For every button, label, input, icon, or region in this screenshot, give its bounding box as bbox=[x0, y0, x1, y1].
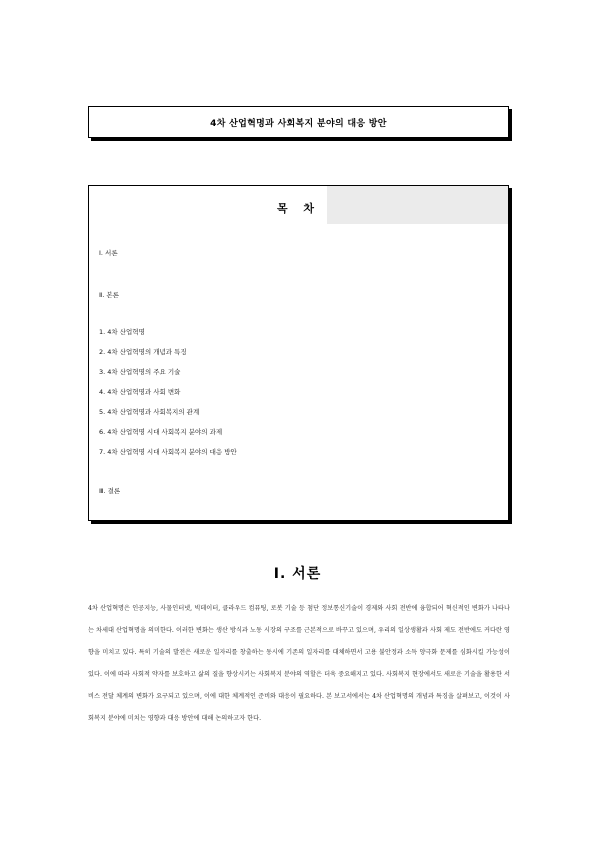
toc-item: 6. 4차 산업혁명 시대 사회복지 분야의 과제 bbox=[99, 428, 223, 436]
toc-item: Ⅲ. 결론 bbox=[99, 487, 121, 495]
toc-item: 7. 4차 산업혁명 시대 사회복지 분야의 대응 방안 bbox=[99, 448, 237, 456]
toc-item: Ⅱ. 본론 bbox=[99, 291, 119, 299]
toc-item: 2. 4차 산업혁명의 개념과 특징 bbox=[99, 348, 187, 356]
document-title: 4차 산업혁명과 사회복지 분야의 대응 방안 bbox=[88, 106, 509, 138]
toc-item: 3. 4차 산업혁명의 주요 기술 bbox=[99, 368, 181, 376]
toc-item: 1. 4차 산업혁명 bbox=[99, 328, 145, 336]
section-heading: Ⅰ. 서론 bbox=[273, 566, 322, 582]
toc-heading: 목 차 bbox=[276, 202, 321, 215]
body-paragraph: 4차 산업혁명은 인공지능, 사물인터넷, 빅데이터, 클라우드 컴퓨팅, 로봇 기술 등 첨단 정보통신기술이 경제와 사회 전반에 융합되어 혁신적인 변화가 나타나는 차세대 산업혁명을 의미한다. 이러한 변화는 생산 방식과 노동 시장의 구조를 근본적으로 바꾸고 있으며, 우리의 일상생활과 사회 제도 전반에도 커다란 영향을 미치고 있다. 특히 기술의 발전은 새로운 일자리를 창출하는 동시에 기존의 일자리를 대체하면서 고용 불안정과 소득 양극화 문제를 심화시킬 가능성이 있다. 이에 따라 사회적 약자를 보호하고 삶의 질을 향상시키는 사회복지 분야의 역할은 더욱 중요해지고 있다. 사회복지 현장에서도 새로운 기술을 활용한 서비스 전달 체계의 변화가 요구되고 있으며, 이에 대한 체계적인 준비와 대응이 필요하다. 본 보고서에서는 4차 산업혁명의 개념과 특징을 살펴보고, 이것이 사회복지 분야에 미치는 영향과 대응 방안에 대해 논의하고자 한다. bbox=[88, 605, 510, 722]
toc-item: 5. 4차 산업혁명과 사회복지의 관계 bbox=[99, 408, 200, 416]
toc-item: 4. 4차 산업혁명과 사회 변화 bbox=[99, 388, 181, 396]
toc-item: Ⅰ. 서론 bbox=[99, 249, 118, 257]
table-of-contents bbox=[88, 185, 509, 521]
